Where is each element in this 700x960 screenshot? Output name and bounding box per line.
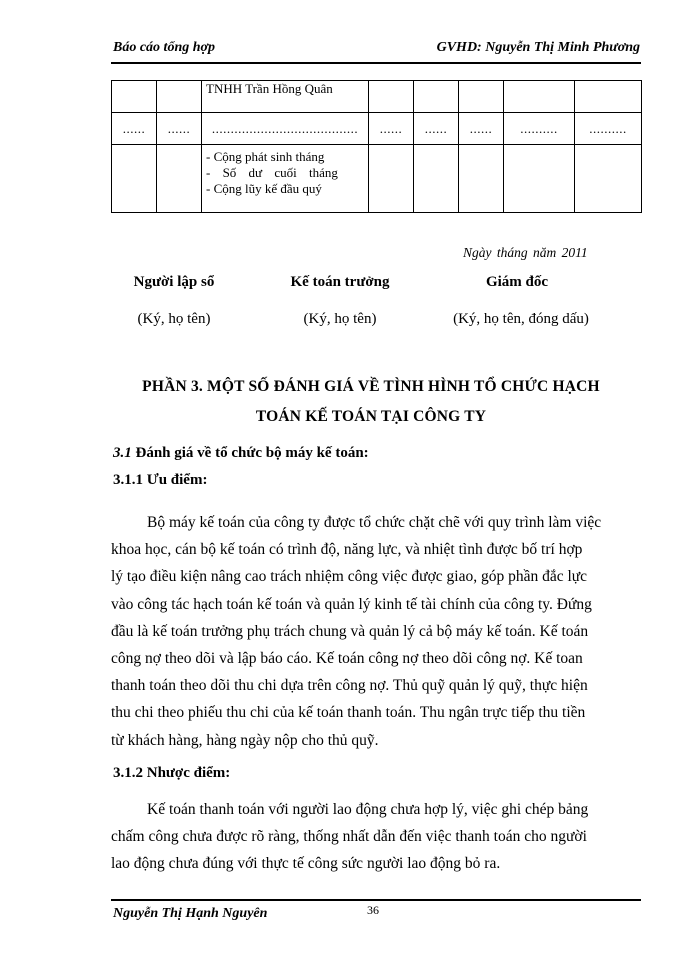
table-row: ...... ...... ....................................... ...... ...... ...... .......... ..........: [112, 113, 642, 145]
chief-accountant-title: Kế toán trưởng: [290, 274, 390, 290]
table-row: [112, 145, 642, 213]
advantages-paragraph: Bộ máy kế toán của công ty được tổ chức chặt chẽ với quy trình làm việc khoa học, cán bộ kế toán có trình độ, năng lực, và nhiệt tình được bố trí hợp lý tạo điều kiện nâng cao trách nhiệm công việc được giao, góp phần đắc lực vào công tác hạch toán kế toán và quản lý kinh tế tài chính của công ty. Đứng đầu là kế toán trưởng phụ trách chung và quản lý cả bộ máy kế toán. Kế toán công nợ theo dõi và lập báo cáo. Kế toán công nợ theo dõi công nợ. Kế toan thanh toán theo dõi thu chi dựa trên công nợ. Thủ quỹ quản lý quỹ, thực hiện thu chi theo phiếu thu chi của kế toán thanh toán. Thu ngân trực tiếp thu tiền từ khách hàng, hàng ngày nộp cho thủ quỹ.: [111, 514, 602, 749]
part3-title: PHẦN 3. MỘT SỐ ĐÁNH GIÁ VỀ TÌNH HÌNH TỔ CHỨC HẠCH TOÁN KẾ TOÁN TẠI CÔNG TY: [142, 378, 600, 425]
header-left: Báo cáo tổng hợp: [113, 40, 216, 55]
signature-date: Ngày tháng năm 2011: [463, 245, 588, 260]
section-3-1-2-heading: 3.1.2 Nhược điểm:: [113, 765, 231, 781]
footer-rule: [111, 899, 641, 901]
preparer-note: (Ký, họ tên): [137, 311, 211, 327]
chief-accountant-note: (Ký, họ tên): [303, 311, 377, 327]
page-number: 36: [367, 903, 379, 917]
footer-author: Nguyễn Thị Hạnh Nguyên: [113, 906, 268, 921]
table-cell-company: TNHH Trần Hồng Quân: [202, 81, 369, 113]
director-title: Giám đốc: [485, 274, 549, 290]
section-3-1-heading: 3.1 Đánh giá về tổ chức bộ máy kế toán:: [113, 445, 369, 461]
header-right: GVHD: Nguyễn Thị Minh Phương: [436, 40, 640, 55]
table-row: [112, 81, 642, 113]
preparer-title: Người lập sổ: [133, 274, 215, 290]
director-note: (Ký, họ tên, đóng dấu): [453, 311, 589, 327]
header-rule: [111, 62, 641, 64]
section-3-1-1-heading: 3.1.1 Ưu điểm:: [113, 472, 208, 488]
table-cell-summary: - Cộng phát sinh tháng - Số dư cuối tháng - Cộng lũy kế đầu quý: [202, 145, 369, 213]
disadvantages-paragraph: Kế toán thanh toán với người lao động chưa hợp lý, việc ghi chép bảng chấm công chưa được rõ ràng, thống nhất dẫn đến việc thanh toán cho người lao động chưa đúng với thực tế công sức người lao động bỏ ra.: [111, 801, 589, 873]
ledger-table: [111, 80, 642, 213]
